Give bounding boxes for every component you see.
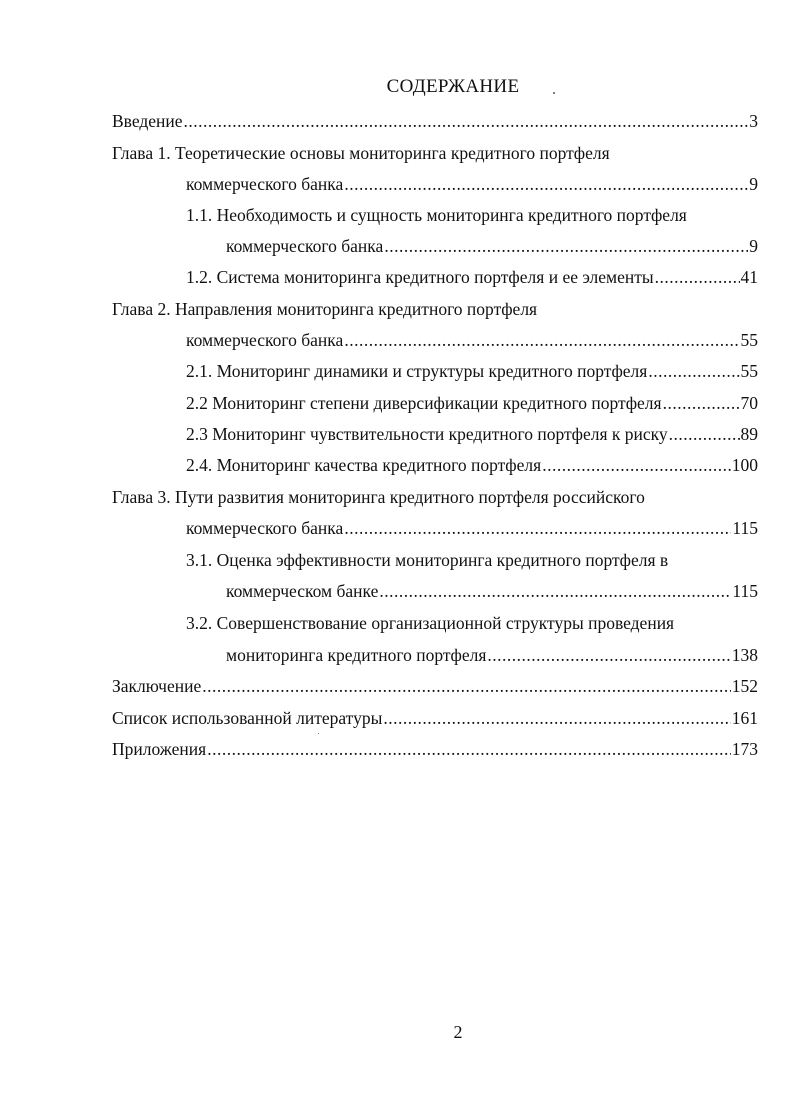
- toc-entry-page: 173: [731, 739, 758, 759]
- toc-entry-page: 161: [731, 708, 758, 728]
- dot-leader: [202, 673, 731, 699]
- toc-entry-section-1-1[interactable]: [186, 202, 758, 228]
- toc-entry-chapter-2-cont[interactable]: [186, 327, 758, 353]
- toc-entry-page: 115: [732, 518, 758, 538]
- scan-speck: [553, 92, 555, 94]
- toc-entry-section-3-2-cont[interactable]: [226, 642, 758, 668]
- dot-leader: [384, 233, 748, 259]
- dot-leader: [663, 390, 740, 416]
- toc-entry-bibliography[interactable]: [112, 705, 758, 731]
- dot-leader: [383, 705, 730, 731]
- toc-entry-conclusion[interactable]: [112, 673, 758, 699]
- toc-entry-chapter-2[interactable]: [112, 296, 758, 322]
- toc-entry-page: 89: [740, 424, 758, 444]
- toc-entry-page: 152: [731, 676, 758, 696]
- toc-entry-label: Глава 3. Пути развития мониторинга кредитного портфеля российского: [112, 487, 645, 507]
- toc-entry-section-3-1-cont[interactable]: [226, 578, 758, 604]
- toc-entry-label: 2.4. Мониторинг качества кредитного портфеля: [186, 455, 542, 475]
- toc-entry-page: 41: [740, 267, 758, 287]
- toc-entry-label: 1.2. Система мониторинга кредитного портфеля и ее элементы: [186, 267, 654, 287]
- toc-entry-label: Введение: [112, 111, 183, 131]
- toc-entry-page: 70: [740, 393, 758, 413]
- page-number: [0, 1022, 796, 1043]
- dot-leader: [648, 358, 739, 384]
- dot-leader: [542, 452, 731, 478]
- toc-entry-label: коммерческого банка: [186, 518, 344, 538]
- toc-entry-section-2-4[interactable]: [186, 452, 758, 478]
- toc-entry-label: Заключение: [112, 676, 202, 696]
- toc-entry-page: 9: [749, 174, 758, 194]
- toc-entry-label: Глава 1. Теоретические основы мониторинга кредитного портфеля: [112, 143, 610, 163]
- toc-entry-section-3-1[interactable]: [186, 547, 758, 573]
- page-number-text: 2: [453, 1022, 463, 1042]
- dot-leader: [669, 421, 740, 447]
- toc-entry-label: 3.1. Оценка эффективности мониторинга кредитного портфеля в: [186, 550, 669, 570]
- toc-entry-page: 115: [732, 581, 758, 601]
- toc-entry-label: коммерческом банке: [226, 581, 379, 601]
- toc-entry-page: 9: [749, 236, 758, 256]
- page-title-text: СОДЕРЖАНИЕ: [386, 76, 520, 97]
- toc-entry-appendices[interactable]: [112, 736, 758, 762]
- toc-entry-page: 138: [731, 645, 758, 665]
- dot-leader: [184, 108, 749, 134]
- toc-entry-chapter-3[interactable]: [112, 484, 758, 510]
- toc-entry-page: 55: [740, 330, 758, 350]
- toc-entry-section-2-2[interactable]: [186, 390, 758, 416]
- toc-entry-label: 2.3 Мониторинг чувствительности кредитного портфеля к риску: [186, 424, 668, 444]
- toc-entry-section-3-2[interactable]: [186, 610, 758, 636]
- toc-entry-introduction[interactable]: [112, 108, 758, 134]
- toc-entry-label: 3.2. Совершенствование организационной структуры проведения: [186, 613, 675, 633]
- dot-leader: [655, 264, 740, 290]
- toc-entry-label: коммерческого банка: [186, 174, 344, 194]
- toc-entry-label: 1.1. Необходимость и сущность мониторинга кредитного портфеля: [186, 205, 687, 225]
- dot-leader: [207, 736, 731, 762]
- toc-entry-label: 2.2 Мониторинг степени диверсификации кредитного портфеля: [186, 393, 662, 413]
- toc-entry-label: Глава 2. Направления мониторинга кредитного портфеля: [112, 299, 538, 319]
- toc-entry-section-1-2[interactable]: [186, 264, 758, 290]
- toc-entry-chapter-1[interactable]: [112, 140, 758, 166]
- toc-entry-label: коммерческого банка: [226, 236, 384, 256]
- page-title: [0, 76, 796, 98]
- toc-entry-section-2-1[interactable]: [186, 358, 758, 384]
- toc-entry-page: 100: [731, 455, 758, 475]
- toc-entry-label: мониторинга кредитного портфеля: [226, 645, 487, 665]
- toc-entry-chapter-3-cont[interactable]: [186, 515, 758, 541]
- toc-entry-section-1-1-cont[interactable]: [226, 233, 758, 259]
- dot-leader: [344, 515, 731, 541]
- toc-entry-label: коммерческого банка: [186, 330, 344, 350]
- dot-leader: [344, 171, 748, 197]
- toc-entry-page: 3: [749, 111, 758, 131]
- toc-entry-section-2-3[interactable]: [186, 421, 758, 447]
- toc-entry-chapter-1-cont[interactable]: [186, 171, 758, 197]
- toc-entry-label: 2.1. Мониторинг динамики и структуры кредитного портфеля: [186, 361, 648, 381]
- dot-leader: [344, 327, 739, 353]
- dot-leader: [487, 642, 730, 668]
- toc-entry-label: Список использованной литературы: [112, 708, 383, 728]
- dot-leader: [379, 578, 731, 604]
- scan-speck: [318, 733, 319, 734]
- toc-entry-page: 55: [740, 361, 758, 381]
- toc-entry-label: Приложения: [112, 739, 207, 759]
